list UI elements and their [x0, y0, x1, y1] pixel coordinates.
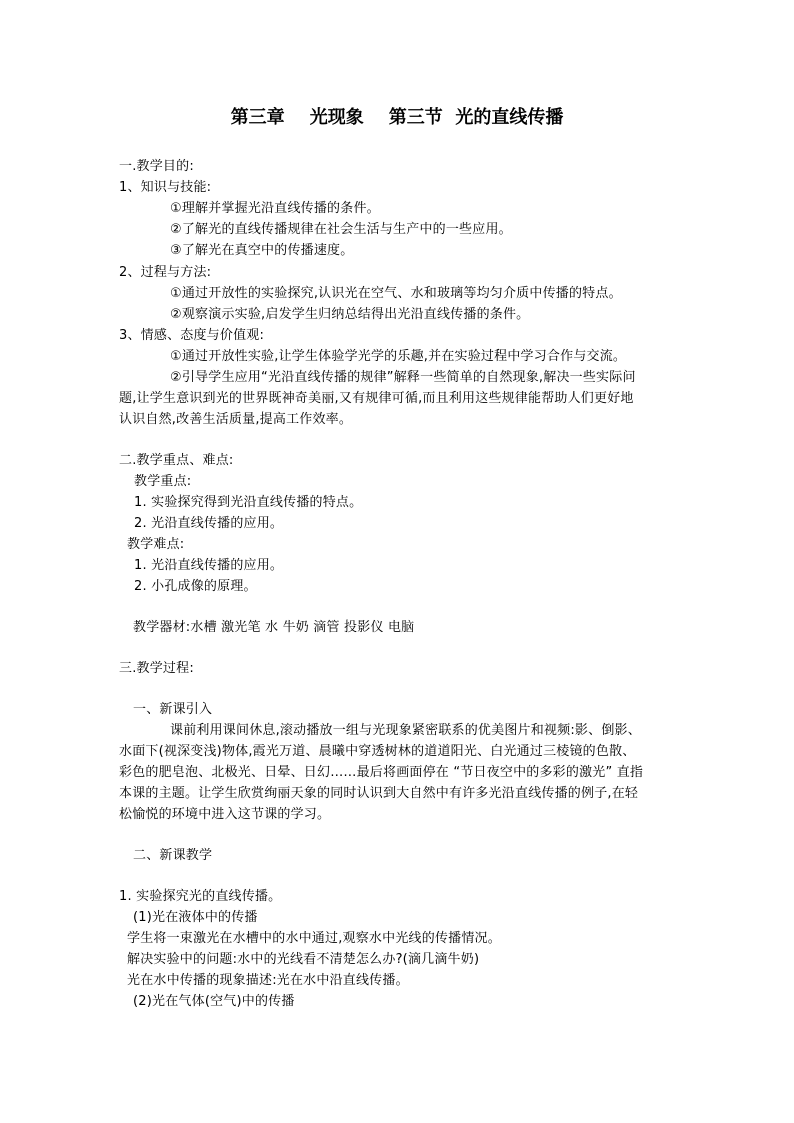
section-heading: 一.教学目的: [119, 159, 194, 174]
subsection-heading: 2、过程与方法: [119, 265, 212, 280]
list-item: ①理解并掌握光沿直线传播的条件。 [170, 201, 380, 216]
paragraph-line: 彩色的肥皂泡、北极光、日晕、日幻……最后将画面停在 “节日夜空中的多彩的激光” 直指 [119, 765, 644, 780]
paragraph-line: 水面下(视深变浅)物体,霞光万道、晨曦中穿透树林的道道阳光、白光通过三棱镜的色散、 [119, 744, 636, 759]
list-item: ②引导学生应用“光沿直线传播的规律”解释一些简单的自然现象,解决一些实际问 [170, 370, 636, 385]
section-heading: 二.教学重点、难点: [119, 453, 234, 468]
paragraph-line: 题,让学生意识到光的世界既神奇美丽,又有规律可循,而且利用这些规律能帮助人们更好地 [119, 391, 634, 406]
list-item: ③了解光在真空中的传播速度。 [170, 243, 354, 258]
paragraph-line: 本课的主题。让学生欣赏绚丽天象的同时认识到大自然中有许多光沿直线传播的例子,在轻 [119, 786, 639, 801]
paragraph-line: 认识自然,改善生活质量,提高工作效率。 [119, 412, 353, 427]
document-title: 第三章 光现象 第三节 光的直线传播 [230, 107, 564, 128]
subsection-heading: 1. 实验探究光的直线传播。 [119, 889, 282, 904]
subsection-heading: (2)光在气体(空气)中的传播 [133, 994, 295, 1009]
section-heading: 三.教学过程: [119, 661, 194, 676]
subsection-heading: 二、新课教学 [133, 848, 213, 863]
paragraph-line: 课前利用课间休息,滚动播放一组与光现象紧密联系的优美图片和视频:影、倒影、 [170, 723, 641, 738]
subsection-heading: (1)光在液体中的传播 [133, 910, 258, 925]
list-item: ②观察演示实验,启发学生归纳总结得出光沿直线传播的条件。 [170, 307, 530, 322]
list-item: ②了解光的直线传播规律在社会生活与生产中的一些应用。 [170, 222, 512, 237]
subsection-heading: 教学重点: [134, 474, 192, 489]
subsection-heading: 3、情感、态度与价值观: [119, 328, 265, 343]
paragraph-line: 解决实验中的问题:水中的光线看不清楚怎么办?(滴几滴牛奶) [127, 952, 480, 967]
list-item: 1. 光沿直线传播的应用。 [134, 558, 284, 573]
list-item: ①通过开放性的实验探究,认识光在空气、水和玻璃等均匀介质中传播的特点。 [170, 286, 622, 301]
list-item: 2. 光沿直线传播的应用。 [134, 516, 284, 531]
subsection-heading: 一、新课引入 [133, 702, 213, 717]
list-item: ①通过开放性实验,让学生体验学光学的乐趣,并在实验过程中学习合作与交流。 [170, 349, 627, 364]
subsection-heading: 教学难点: [127, 537, 185, 552]
paragraph-line: 松愉悦的环境中进入这节课的学习。 [119, 807, 331, 822]
equipment-line: 教学器材:水槽 激光笔 水 牛奶 滴管 投影仪 电脑 [133, 620, 415, 635]
list-item: 2. 小孔成像的原理。 [134, 579, 257, 594]
list-item: 1. 实验探究得到光沿直线传播的特点。 [134, 495, 363, 510]
paragraph-line: 学生将一束激光在水槽中的水中通过,观察水中光线的传播情况。 [127, 931, 501, 946]
paragraph-line: 光在水中传播的现象描述:光在水中沿直线传播。 [127, 973, 409, 988]
subsection-heading: 1、知识与技能: [119, 180, 212, 195]
